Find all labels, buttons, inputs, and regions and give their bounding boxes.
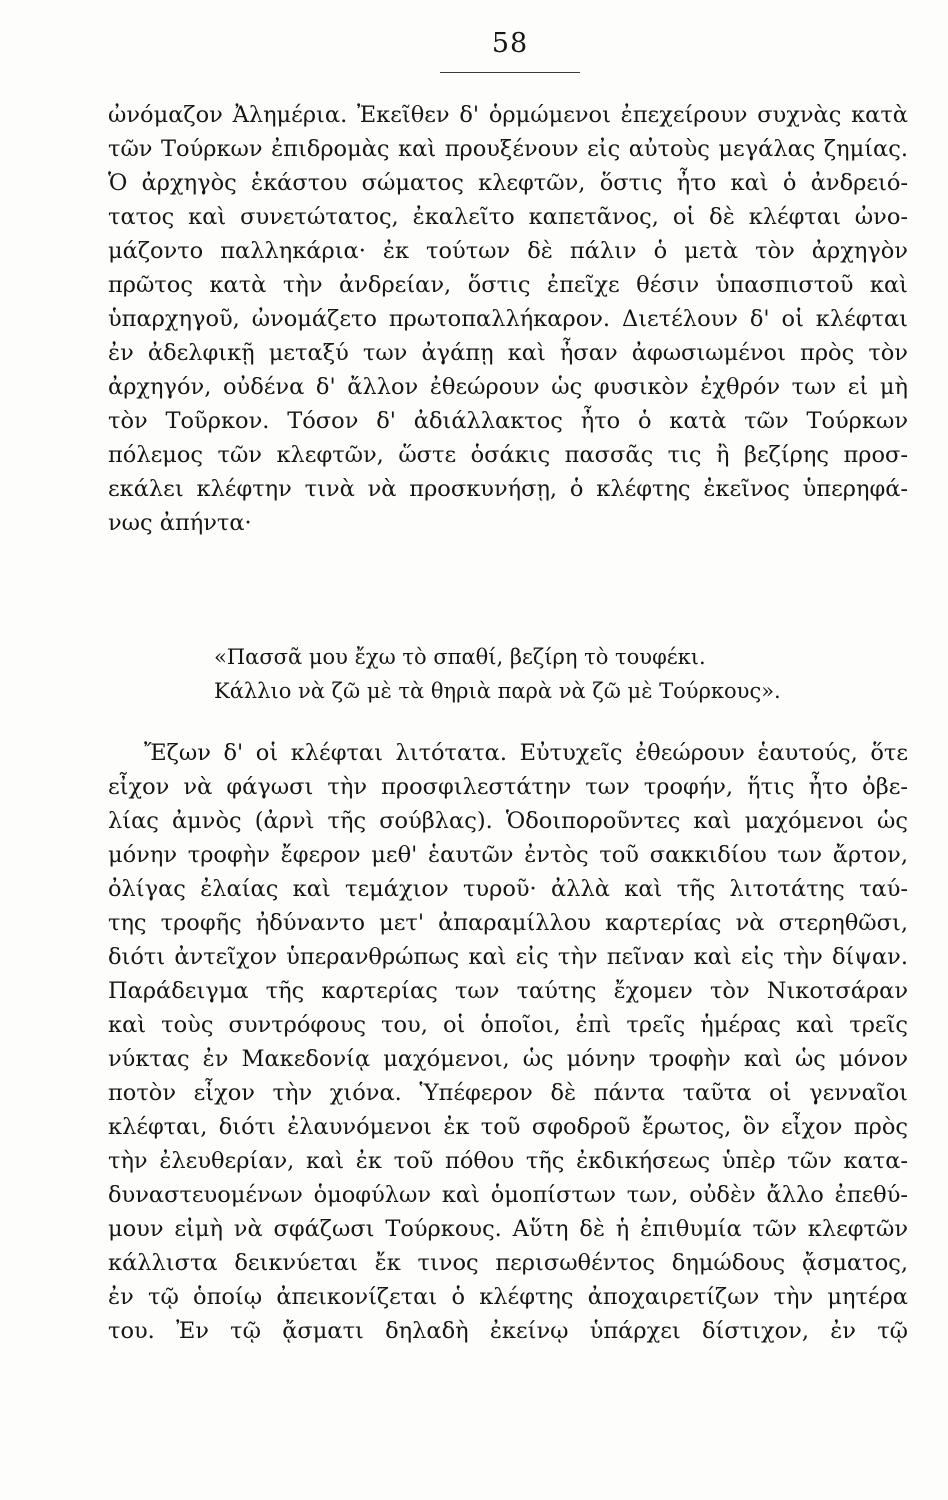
text-line: λίας ἀμνὸς (ἀρνὶ τῆς σούβλας). Ὁδοιποροῦντες καὶ μαχόμενοι ὡς [108,808,908,834]
text-line: νύκτας ἐν Μακεδονίᾳ μαχόμενοι, ὡς μόνην τροφὴν καὶ ὡς μόνον [108,1046,908,1072]
text-line: Ὁ ἀρχηγὸς ἑκάστου σώματος κλεφτῶν, ὅστις ἦτο καὶ ὁ ἀνδρειό- [108,170,908,196]
text-line: πόλεμος τῶν κλεφτῶν, ὥστε ὁσάκις πασσᾶς τις ἢ βεζίρης προσ- [108,442,908,468]
verse-quote [214,640,854,708]
text-line: της τροφῆς ἠδύναντο μετ' ἀπαραμίλλου καρτερίας νὰ στερηθῶσι, [108,910,908,936]
text-line: τὸν Τοῦρκον. Τόσον δ' ἀδιάλλακτος ἦτο ὁ κατὰ τῶν Τούρκων [108,408,908,434]
text-line: τὴν ἐλευθερίαν, καὶ ἐκ τοῦ πόθου τῆς ἐκδικήσεως ὑπὲρ τῶν κατα- [108,1148,908,1174]
paragraph-1 [108,98,908,540]
text-line: καὶ τοὺς συντρόφους του, οἱ ὁποῖοι, ἐπὶ τρεῖς ἡμέρας καὶ τρεῖς [108,1012,908,1038]
text-line: μόνην τροφὴν ἔφερον μεθ' ἑαυτῶν ἐντὸς τοῦ σακκιδίου των ἄρτον, [108,842,908,868]
text-line: εἶχον νὰ φάγωσι τὴν προσφιλεστάτην των τροφήν, ἥτις ἦτο ὀβε- [108,774,908,800]
page-number: 58 [491,28,529,59]
text-line: νως ἀπήντα· [108,510,252,536]
verse-line: «Πασσᾶ μου ἔχω τὸ σπαθί, βεζίρη τὸ τουφέκι. [214,645,706,669]
paragraph-2 [108,736,908,1348]
text-line: Ἔζων δ' οἱ κλέφται λιτότατα. Εὐτυχεῖς ἐθεώρουν ἑαυτούς, ὅτε [144,740,908,766]
text-line: κάλλιστα δεικνύεται ἔκ τινος περισωθέντος δημώδους ᾄσματος, [108,1250,908,1276]
text-line: τῶν Τούρκων ἐπιδρομὰς καὶ προυξένουν εἰς αὐτοὺς μεγάλας ζημίας. [108,136,908,162]
text-line: ποτὸν εἶχον τὴν χιόνα. Ὑπέφερον δὲ πάντα ταῦτα οἱ γενναῖοι [108,1080,908,1106]
text-line: τατος καὶ συνετώτατος, ἐκαλεῖτο καπετᾶνος, οἱ δὲ κλέφται ὠνο- [108,204,908,230]
text-line: ἀρχηγόν, οὐδένα δ' ἄλλον ἐθεώρουν ὡς φυσικὸν ἐχθρόν των εἰ μὴ [108,374,908,400]
text-line: κλέφται, διότι ἐλαυνόμενοι ἐκ τοῦ σφοδροῦ ἔρωτος, ὃν εἶχον πρὸς [108,1114,908,1140]
text-line: ἐν ἀδελφικῇ μεταξύ των ἀγάπῃ καὶ ἦσαν ἀφωσιωμένοι πρὸς τὸν [108,340,908,366]
text-line: ὀλίγας ἐλαίας καὶ τεμάχιον τυροῦ· ἀλλὰ καὶ τῆς λιτοτάτης ταύ- [108,876,908,902]
text-line: δυναστευομένων ὁμοφύλων καὶ ὁμοπίστων των, οὐδὲν ἄλλο ἐπεθύ- [108,1182,908,1208]
text-line: ὠνόμαζον Ἀλημέρια. Ἐκεῖθεν δ' ὁρμώμενοι ἐπεχείρουν συχνὰς κατὰ [108,102,908,128]
text-line: πρῶτος κατὰ τὴν ἀνδρείαν, ὅστις ἐπεῖχε θέσιν ὑπασπιστοῦ καὶ [108,272,908,298]
text-line: ὑπαρχηγοῦ, ὠνομάζετο πρωτοπαλλήκαρον. Διετέλουν δ' οἱ κλέφται [108,306,908,332]
text-line: εκάλει κλέφτην τινὰ νὰ προσκυνήσῃ, ὁ κλέφτης ἐκεῖνος ὑπερηφά- [108,476,908,502]
verse-line: Κάλλιο νὰ ζῶ μὲ τὰ θηριὰ παρὰ νὰ ζῶ μὲ Τούρκους». [214,679,781,703]
text-line: μουν εἰμὴ νὰ σφάζωσι Τούρκους. Αὕτη δὲ ἡ ἐπιθυμία τῶν κλεφτῶν [108,1216,908,1242]
header-rule [440,72,580,73]
text-line: ἐν τῷ ὁποίῳ ἀπεικονίζεται ὁ κλέφτης ἀποχαιρετίζων τὴν μητέρα [108,1284,908,1310]
text-line: του. Ἐν τῷ ᾄσματι δηλαδὴ ἐκείνῳ ὑπάρχει δίστιχον, ἐν τῷ [108,1318,908,1344]
text-line: μάζοντο παλληκάρια· ἐκ τούτων δὲ πάλιν ὁ μετὰ τὸν ἀρχηγὸν [108,238,908,264]
text-line: διότι ἀντεῖχον ὑπερανθρώπως καὶ εἰς τὴν πεῖναν καὶ εἰς τὴν δίψαν. [108,944,908,970]
text-line: Παράδειγμα τῆς καρτερίας των ταύτης ἔχομεν τὸν Νικοτσάραν [108,978,908,1004]
